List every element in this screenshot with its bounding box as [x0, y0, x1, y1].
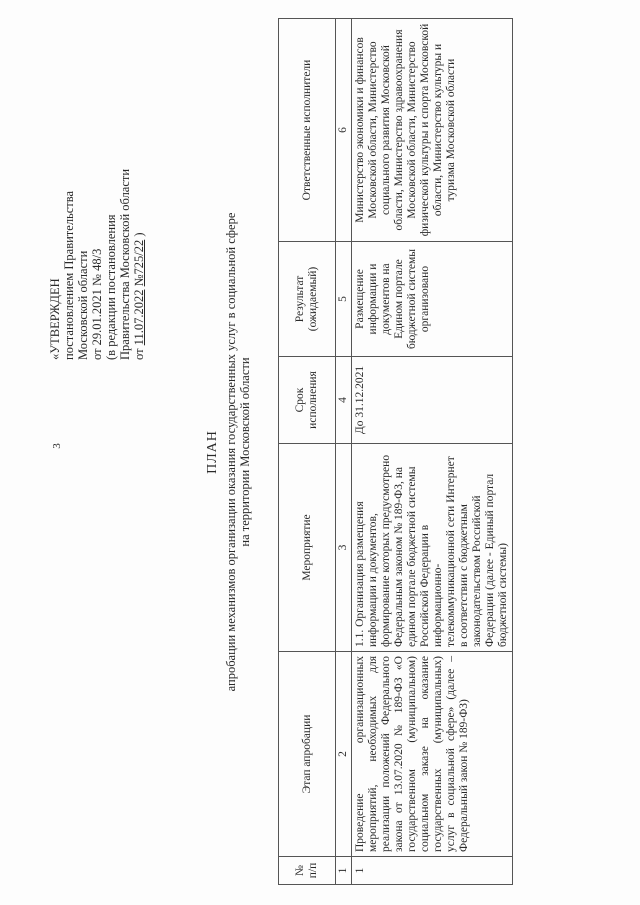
column-number: 5	[336, 242, 352, 357]
column-number-row	[336, 19, 352, 885]
column-number: 4	[336, 357, 352, 444]
row-result: Размещение информации и документов на Едином портале бюджетной системы организовано	[352, 242, 513, 357]
row-stage: Проведение организационных мероприятий, необходимых для реализации положений Федерального закона от 13.07.2020 № 189-ФЗ «О государственном (муниципальном) социальном заказе на оказание государственных (муниципальных) услуг в социальной сфере» (далее – Федеральный закон № 189-ФЗ)	[352, 652, 513, 857]
header-responsible: Ответственные исполнители	[279, 19, 336, 242]
row-activity: 1.1. Организация размещения информации и документов, формирование которых предусмотрено Федеральным законом № 189-ФЗ, на едином портале бюджетной системы Российской Федерации в информационно-телекоммуникационной сети Интернет в соответствии с бюджетным законодательством Российской Федерации (далее - Единый портал бюджетной системы)	[352, 444, 513, 652]
rotated-landscape-content	[40, 12, 600, 892]
approval-date: 11.07.2022	[132, 289, 146, 346]
approval-stamp	[48, 30, 146, 360]
approval-line-7	[132, 30, 146, 360]
row-deadline: До 31.12.2021	[352, 357, 513, 444]
approval-line-4: от 29.01.2021 № 48/3	[90, 248, 104, 360]
approval-line-1: «УТВЕРЖДЕН	[48, 278, 62, 360]
column-number: 2	[336, 652, 352, 857]
approval-line-5: (в редакции постановления	[104, 214, 118, 360]
header-activity: Мероприятие	[279, 444, 336, 652]
plan-heading: ПЛАН	[205, 430, 220, 474]
page-number: 3	[51, 443, 63, 449]
approval-line-3: Московской области	[76, 250, 90, 360]
column-number: 3	[336, 444, 352, 652]
approval-close-paren: )	[132, 232, 146, 237]
row-number: 1	[352, 857, 513, 885]
table-row	[352, 19, 513, 885]
column-number: 6	[336, 19, 352, 242]
header-result: Результат (ожидаемый)	[279, 242, 336, 357]
table-header-row	[279, 19, 336, 885]
column-number: 1	[336, 857, 352, 885]
approval-date-prefix: от	[132, 348, 146, 360]
plan-subtitle-line-1: апробации механизмов организации оказания государственных услуг в социальной сфере	[224, 212, 238, 692]
approval-line-2: постановлением Правительства	[62, 190, 76, 360]
header-stage: Этап апробации	[279, 652, 336, 857]
plan-table	[278, 18, 513, 885]
row-responsible: Министерство экономики и финансов Московской области, Министерство социального развития Московской области, Министерство здравоохранения Московской области, Министерство физической культуры и спорта Московской области, Министерство культуры и туризма Московской области	[352, 19, 513, 242]
approval-line-6: Правительства Московской области	[118, 168, 132, 360]
plan-subtitle-line-2: на территории Московской области	[238, 357, 252, 547]
header-number: № п/п	[279, 857, 336, 885]
approval-number: №725/22	[132, 239, 146, 287]
header-deadline: Срок исполнения	[279, 357, 336, 444]
document-title	[205, 12, 252, 892]
